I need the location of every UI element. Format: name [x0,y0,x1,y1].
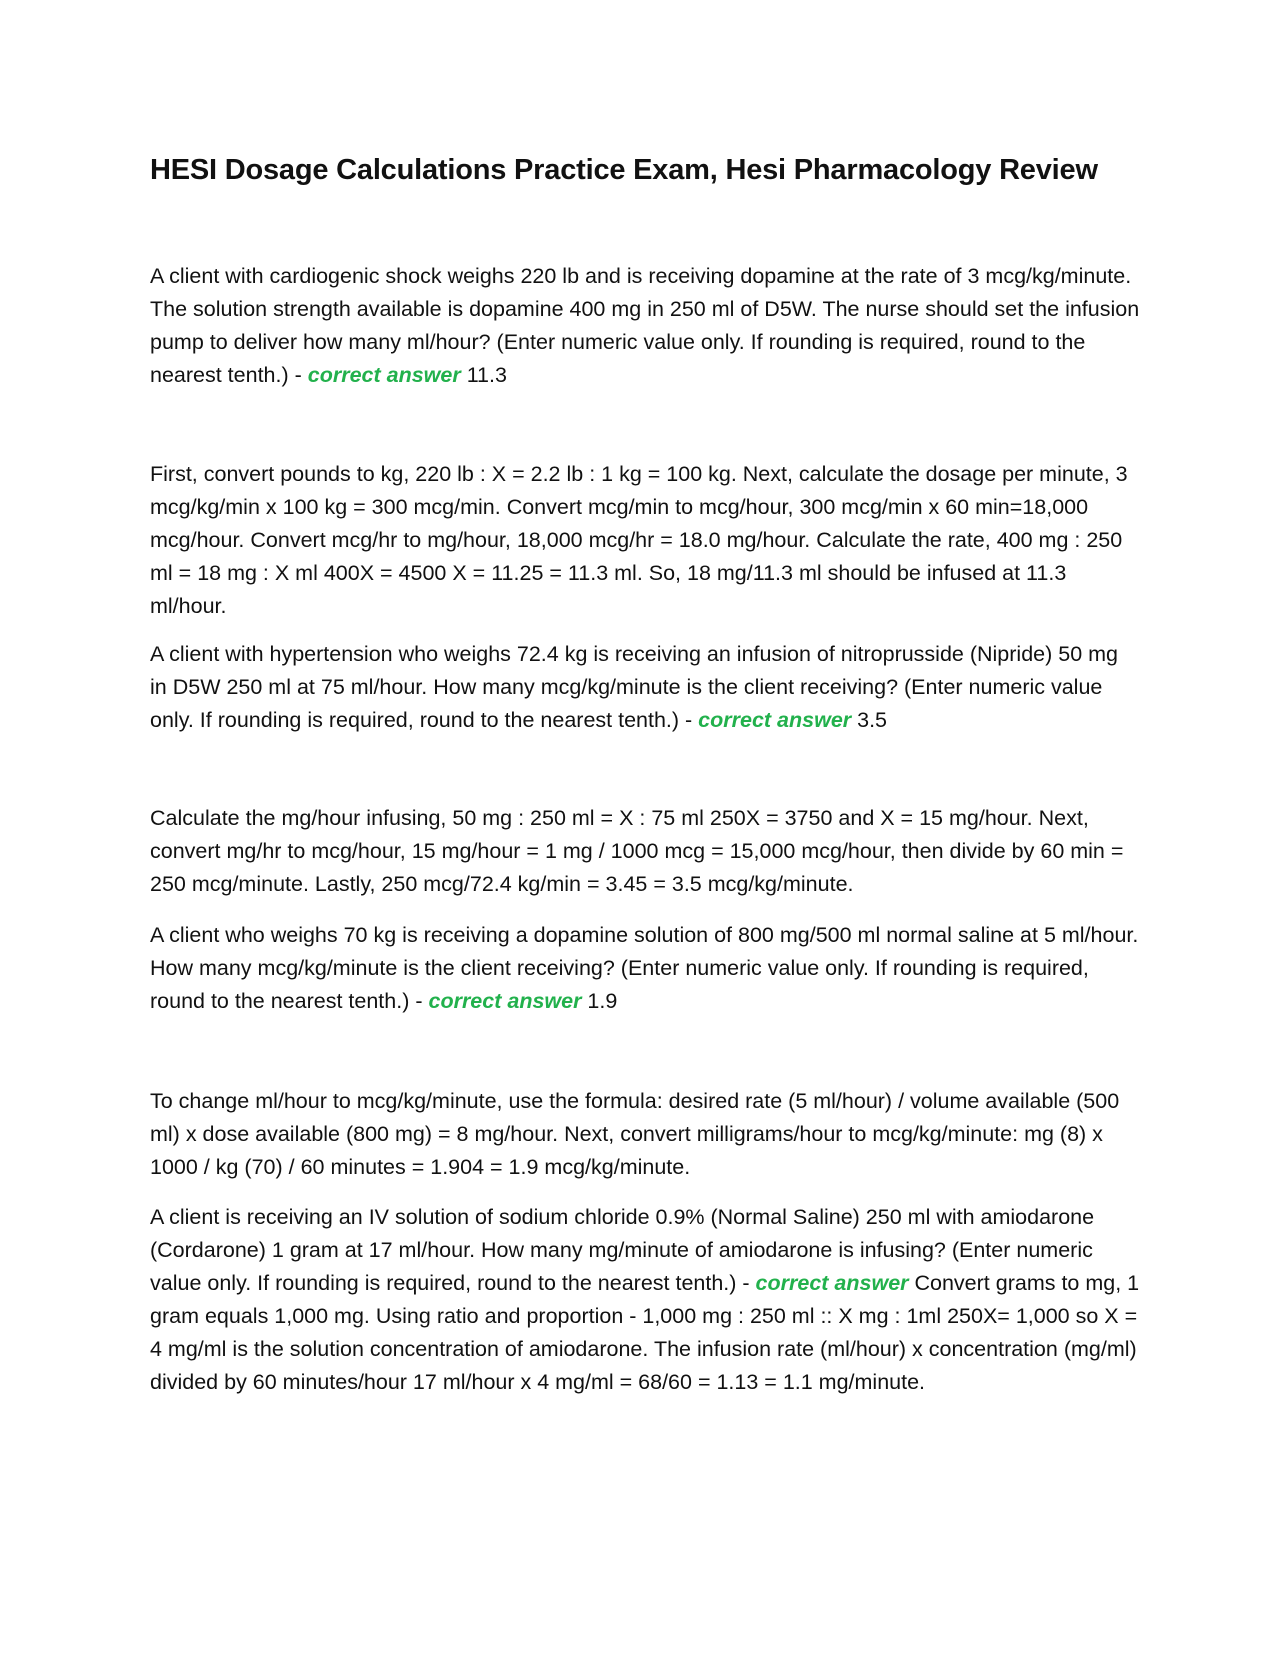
question-3 [150,919,1140,1018]
question-2 [150,638,1140,737]
question-4 [150,1201,1140,1399]
question-2-text: A client with hypertension who weighs 72.4 kg is receiving an infusion of nitroprusside (Nipride) 50 mg in D5W 250 ml at 75 ml/hour. How many mcg/kg/minute is the client receiving? (Enter numeric value only. If rounding is required, round to the nearest tenth.) - [150,642,1119,732]
correct-answer-label: correct answer [698,708,852,732]
document-title: HESI Dosage Calculations Practice Exam, Hesi Pharmacology Review [150,154,1098,186]
question-3-text: A client who weighs 70 kg is receiving a dopamine solution of 800 mg/500 ml normal saline at 5 ml/hour. How many mcg/kg/minute is the client receiving? (Enter numeric value only. If rounding is required, round to the nearest tenth.) - [150,923,1139,1013]
answer-4-value: Convert grams to mg, 1 gram equals 1,000 mg. Using ratio and proportion - 1,000 mg : 250 ml :: X mg : 1ml 250X= 1,000 so X = 4 mg/ml is the solution concentration of amiodarone. The infusion rate (ml/hour) x concentration (mg/ml) divided by 60 minutes/hour 17 ml/hour x 4 mg/ml = 68/60 = 1.13 = 1.1 mg/minute. [150,1271,1140,1394]
answer-3-value: 1.9 [581,989,618,1013]
explanation-1: First, convert pounds to kg, 220 lb : X = 2.2 lb : 1 kg = 100 kg. Next, calculate the dosage per minute, 3 mcg/kg/min x 100 kg = 300 mcg/min. Convert mcg/min to mcg/hour, 300 mcg/min x 60 min=18,000 mcg/hour. Convert mcg/hr to mg/hour, 18,000 mcg/hr = 18.0 mg/hour. Calculate the rate, 400 mg : 250 ml = 18 mg : X ml 400X = 4500 X = 11.25 = 11.3 ml. So, 18 mg/11.3 ml should be infused at 11.3 ml/hour. [150,462,1128,618]
correct-answer-label: correct answer [307,363,461,387]
answer-2-value: 3.5 [851,708,888,732]
explanation-3: To change ml/hour to mcg/kg/minute, use the formula: desired rate (5 ml/hour) / volume available (500 ml) x dose available (800 mg) = 8 mg/hour. Next, convert milligrams/hour to mcg/kg/minute: mg (8) x 1000 / kg (70) / 60 minutes = 1.904 = 1.9 mcg/kg/minute. [150,1089,1120,1179]
question-1 [150,260,1140,392]
correct-answer-label: correct answer [428,989,582,1013]
explanation-2: Calculate the mg/hour infusing, 50 mg : 250 ml = X : 75 ml 250X = 3750 and X = 15 mg/hour. Next, convert mg/hr to mcg/hour, 15 mg/hour = 1 mg / 1000 mcg = 15,000 mcg/hour, then divide by 60 min = 250 mcg/minute. Lastly, 250 mcg/72.4 kg/min = 3.45 = 3.5 mcg/kg/minute. [150,806,1124,896]
correct-answer-label: correct answer [755,1271,909,1295]
question-1-text: A client with cardiogenic shock weighs 220 lb and is receiving dopamine at the rate of 3 mcg/kg/minute. The solution strength available is dopamine 400 mg in 250 ml of D5W. The nurse should set the infusion pump to deliver how many ml/hour? (Enter numeric value only. If rounding is required, round to the nearest tenth.) - [150,264,1140,387]
answer-1-value: 11.3 [460,363,507,387]
question-4-text: A client is receiving an IV solution of sodium chloride 0.9% (Normal Saline) 250 ml with amiodarone (Cordarone) 1 gram at 17 ml/hour. How many mg/minute of amiodarone is infusing? (Enter numeric value only. If rounding is required, round to the nearest tenth.) - [150,1205,1095,1295]
